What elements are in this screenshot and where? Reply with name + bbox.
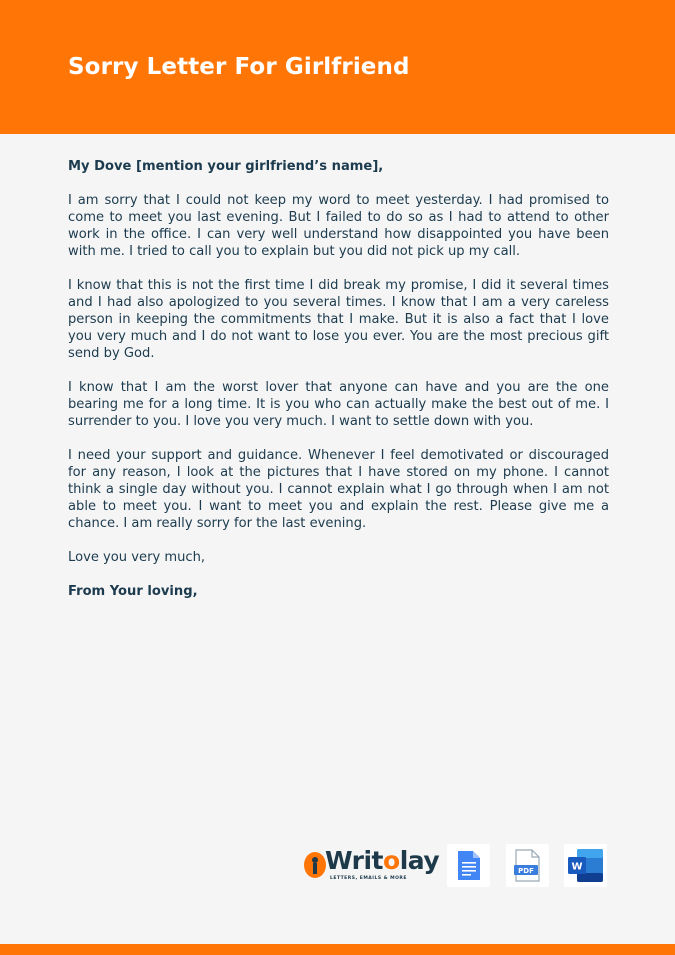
page-title: Sorry Letter For Girlfriend — [68, 54, 410, 80]
pdf-label: PDF — [518, 867, 534, 875]
writolay-logo-icon — [304, 852, 326, 878]
page-header — [0, 0, 675, 134]
page-footer-bar — [0, 944, 675, 955]
brand-name: Writolay — [325, 846, 440, 875]
google-docs-icon — [447, 844, 490, 887]
letter-salutation: My Dove [mention your girlfriend’s name], — [68, 159, 384, 174]
word-download-button[interactable] — [564, 844, 607, 887]
word-doc-icon — [564, 844, 607, 887]
letter-closing: Love you very much, — [68, 550, 206, 565]
letter-paragraph: I need your support and guidance. Whenever I feel demotivated or discouraged for any reason, I look at the pictures that I have stored on my phone. I cannot think a single day without you. I cannot explain what I go through when I am not able to meet you. I want to meet you and explain the rest. Please give me a chance. I am really sorry for the last evening. — [68, 448, 609, 531]
pdf-file-icon — [506, 844, 549, 887]
writolay-logo[interactable] — [304, 846, 440, 884]
google-docs-download-button[interactable] — [447, 844, 490, 887]
pdf-download-button[interactable] — [506, 844, 549, 887]
letter-paragraph: I know that I am the worst lover that anyone can have and you are the one bearing me for a long time. It is you who can actually make the best out of me. I surrender to you. I love you very much. I want to settle down with you. — [68, 380, 609, 429]
brand-tagline: LETTERS, EMAILS & MORE — [330, 876, 407, 881]
letter-signoff: From Your loving, — [68, 584, 198, 599]
letter-paragraph: I know that this is not the first time I did break my promise, I did it several times and I had also apologized to you several times. I know that I am a very careless person in keeping the commitments that I make. But it is also a fact that I love you very much and I do not want to lose you ever. You are the most precious gift send by God. — [68, 278, 609, 361]
letter-paragraph: I am sorry that I could not keep my word to meet yesterday. I had promised to come to meet you last evening. But I failed to do so as I had to attend to other work in the office. I can very well understand how disappointed you have been with me. I tried to call you to explain but you did not pick up my call. — [68, 193, 609, 259]
word-label: W — [571, 861, 583, 873]
letter-body — [68, 158, 609, 600]
